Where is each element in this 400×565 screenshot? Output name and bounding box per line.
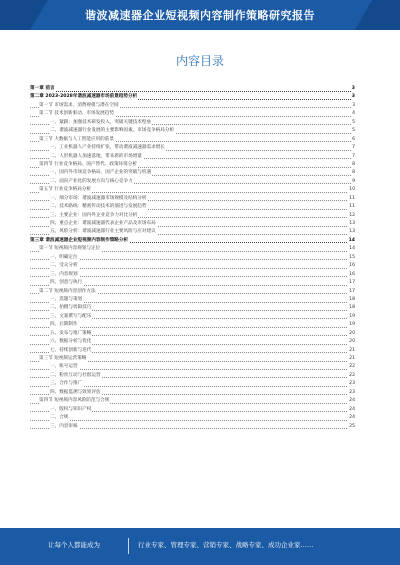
- toc-entry[interactable]: [30, 136, 355, 144]
- toc-entry[interactable]: [30, 397, 355, 405]
- toc-entry-label: 第一节 市场需求、消费规模与潜在空间: [39, 102, 120, 110]
- footer-tagline: 行业专家、管理专家、营销专家、战略专家、成功企业家……: [138, 541, 314, 549]
- toc-entry[interactable]: [30, 254, 355, 262]
- toc-entry[interactable]: [30, 178, 355, 186]
- toc-leader-dots: [30, 276, 355, 277]
- toc-leader-dots: [30, 91, 355, 92]
- toc-entry-page: 5: [351, 127, 355, 135]
- toc-entry-page: 15: [348, 254, 355, 262]
- toc-entry[interactable]: [30, 169, 355, 177]
- toc-entry-page: 9: [351, 178, 355, 186]
- table-of-contents: [30, 85, 355, 431]
- toc-entry-page: 19: [348, 313, 355, 321]
- toc-entry-label: 第四节 行业竞争格局、国产替代、政策环境分析: [39, 161, 138, 169]
- toc-leader-dots: [30, 420, 355, 421]
- toc-entry[interactable]: [30, 313, 355, 321]
- toc-entry-page: 11: [348, 195, 355, 203]
- toc-entry-page: 22: [348, 372, 355, 380]
- toc-entry-label: 第一节 短视频内容规划与定位: [39, 245, 101, 253]
- toc-entry-page: 13: [348, 228, 355, 236]
- toc-entry-label: 二、合规: [50, 414, 69, 422]
- toc-entry-page: 18: [348, 296, 355, 304]
- toc-entry-label: 一、版权与知识产权: [50, 406, 92, 414]
- toc-entry-page: 18: [348, 304, 355, 312]
- toc-entry-label: 四、创意与执行: [50, 279, 83, 287]
- toc-leader-dots: [30, 259, 355, 260]
- toc-entry[interactable]: [30, 220, 355, 228]
- toc-entry-label: 三、内容审核: [50, 423, 79, 431]
- toc-entry[interactable]: [30, 262, 355, 270]
- toc-entry-label: 二、技术路线：精密传动技术的演进与发展趋势: [50, 203, 147, 211]
- toc-entry-page: 7: [351, 153, 355, 161]
- toc-leader-dots: [30, 369, 355, 370]
- toc-entry[interactable]: [30, 110, 355, 118]
- toc-entry[interactable]: [30, 161, 355, 169]
- toc-entry[interactable]: [30, 330, 355, 338]
- toc-entry[interactable]: [30, 127, 355, 135]
- toc-entry-label: 第一章 前言: [30, 85, 56, 93]
- toc-entry[interactable]: [30, 102, 355, 110]
- toc-entry-label: 一、国内外市场竞争格局，国产企业的突破与机遇: [50, 169, 152, 177]
- toc-entry-label: 一、细分市场：谐波减速器市场规模及结构分析: [50, 195, 147, 203]
- toc-entry[interactable]: [30, 347, 355, 355]
- toc-entry-page: 24: [348, 406, 355, 414]
- header-banner: [0, 0, 400, 30]
- footer-slogan: 让每个人都能成为: [48, 541, 100, 549]
- toc-entry-label: 四、后期制作: [50, 321, 79, 329]
- toc-entry[interactable]: [30, 296, 355, 304]
- toc-entry-page: 25: [348, 423, 355, 431]
- toc-entry-page: 8: [351, 169, 355, 177]
- toc-entry-label: 二、拍摄与剪辑技巧: [50, 304, 92, 312]
- toc-entry[interactable]: [30, 186, 355, 194]
- toc-entry-label: 第四节 短视频内容风险防范与合规: [39, 397, 110, 405]
- toc-entry-page: 24: [348, 397, 355, 405]
- footer-divider: [128, 538, 129, 554]
- toc-entry-page: 14: [348, 237, 355, 245]
- toc-entry-page: 20: [348, 330, 355, 338]
- toc-entry-page: 10: [348, 186, 355, 194]
- toc-entry[interactable]: [30, 414, 355, 422]
- toc-entry-page: 16: [348, 262, 355, 270]
- toc-entry[interactable]: [30, 423, 355, 431]
- toc-entry-label: 三、文案撰写与配乐: [50, 313, 92, 321]
- toc-entry[interactable]: [30, 279, 355, 287]
- toc-entry[interactable]: [30, 355, 355, 363]
- toc-entry[interactable]: [30, 372, 355, 380]
- toc-heading: 内容目录: [175, 54, 224, 68]
- toc-entry[interactable]: [30, 245, 355, 253]
- toc-entry-page: 4: [351, 110, 355, 118]
- toc-entry-label: 一、工业机器人产业持续扩张，带动谐波减速器需求增长: [50, 144, 166, 152]
- toc-entry-label: 三、内容规划: [50, 271, 79, 279]
- toc-entry-label: 二、人形机器人加速落地，带来新的市场增量: [50, 153, 143, 161]
- toc-entry-page: 12: [348, 212, 355, 220]
- toc-entry[interactable]: [30, 195, 355, 203]
- toc-entry[interactable]: [30, 406, 355, 414]
- toc-entry-label: 第三节 短视频运营策略: [39, 355, 87, 363]
- toc-entry-label: 一、账号运营: [50, 363, 79, 371]
- toc-entry-page: 5: [351, 119, 355, 127]
- toc-entry[interactable]: [30, 288, 355, 296]
- toc-entry-page: 23: [348, 389, 355, 397]
- toc-entry-page: 3: [351, 93, 355, 101]
- toc-entry-label: 一、紧跟：加强技术研发投入，突破关键技术壁垒: [50, 119, 152, 127]
- toc-entry[interactable]: [30, 271, 355, 279]
- toc-entry-label: 二、谐波减速器行业发展的主要影响因素，市场竞争格局分析: [50, 127, 175, 135]
- toc-entry-label: 七、持续创新与迭代: [50, 347, 92, 355]
- toc-entry-label: 二、粉丝互动与社群运营: [50, 372, 102, 380]
- toc-entry[interactable]: [30, 144, 355, 152]
- toc-entry-label: 第二节 短视频内容创作方法: [39, 288, 97, 296]
- toc-entry-page: 6: [351, 136, 355, 144]
- toc-entry-page: 22: [348, 363, 355, 371]
- toc-entry-label: 二、受众分析: [50, 262, 79, 270]
- toc-entry-page: 7: [351, 144, 355, 152]
- toc-entry-label: 二、面向产业化的发展方向与核心竞争力: [50, 178, 134, 186]
- toc-entry-label: 四、重点企业：谐波减速器代表企业产品及市场布局: [50, 220, 157, 228]
- toc-entry-page: 21: [348, 355, 355, 363]
- toc-entry-label: 六、数据分析与优化: [50, 338, 92, 346]
- toc-leader-dots: [30, 268, 355, 269]
- toc-entry-label: 三、合作与推广: [50, 380, 83, 388]
- toc-entry[interactable]: [30, 363, 355, 371]
- toc-entry-page: 23: [348, 380, 355, 388]
- toc-entry-label: 第三节 大数据与人工智能应用的前景: [39, 136, 115, 144]
- toc-entry[interactable]: [30, 85, 355, 93]
- toc-entry-page: 17: [348, 288, 355, 296]
- toc-entry-page: 20: [348, 338, 355, 346]
- toc-entry[interactable]: [30, 228, 355, 236]
- toc-entry-label: 第三章 谐波减速器企业短视频内容制作策略分析: [30, 237, 129, 245]
- toc-entry-page: 8: [351, 161, 355, 169]
- toc-entry[interactable]: [30, 203, 355, 211]
- toc-entry-label: 第五节 行业竞争格局分析: [39, 186, 92, 194]
- toc-entry[interactable]: [30, 321, 355, 329]
- toc-entry-page: 19: [348, 321, 355, 329]
- footer-banner: [0, 528, 400, 565]
- toc-entry-label: 五、风险分析：谐波减速器行业主要风险与应对建议: [50, 228, 157, 236]
- toc-entry[interactable]: [30, 389, 355, 397]
- toc-leader-dots: [30, 428, 355, 429]
- report-title: 谐波减速器企业短视频内容制作策略研究报告: [85, 9, 315, 22]
- toc-entry[interactable]: [30, 93, 355, 101]
- toc-entry-page: 11: [348, 203, 355, 211]
- toc-entry-label: 第二章 2023-2028年谐波减速器市场前景趋势分析: [30, 93, 138, 101]
- toc-entry-page: 14: [348, 245, 355, 253]
- toc-entry-label: 一、选题与策划: [50, 296, 83, 304]
- toc-entry[interactable]: [30, 212, 355, 220]
- toc-entry-page: 3: [351, 102, 355, 110]
- toc-entry[interactable]: [30, 380, 355, 388]
- toc-entry-page: 3: [351, 85, 355, 93]
- toc-entry[interactable]: [30, 304, 355, 312]
- toc-entry-label: 四、数据监测与效果评估: [50, 389, 102, 397]
- toc-entry-page: 16: [348, 271, 355, 279]
- toc-entry[interactable]: [30, 237, 355, 245]
- toc-entry[interactable]: [30, 119, 355, 127]
- toc-entry-label: 第二节 技术创新驱动、市场发展趋势: [39, 110, 115, 118]
- toc-entry-page: 13: [348, 220, 355, 228]
- toc-entry-label: 五、发布与推广策略: [50, 330, 92, 338]
- toc-entry-label: 一、明确定位: [50, 254, 79, 262]
- toc-entry[interactable]: [30, 338, 355, 346]
- toc-entry-page: 17: [348, 279, 355, 287]
- toc-entry[interactable]: [30, 153, 355, 161]
- toc-entry-page: 24: [348, 414, 355, 422]
- toc-entry-label: 三、主要企业：国内外企业竞争力对比分析: [50, 212, 138, 220]
- toc-entry-page: 21: [348, 347, 355, 355]
- toc-leader-dots: [30, 327, 355, 328]
